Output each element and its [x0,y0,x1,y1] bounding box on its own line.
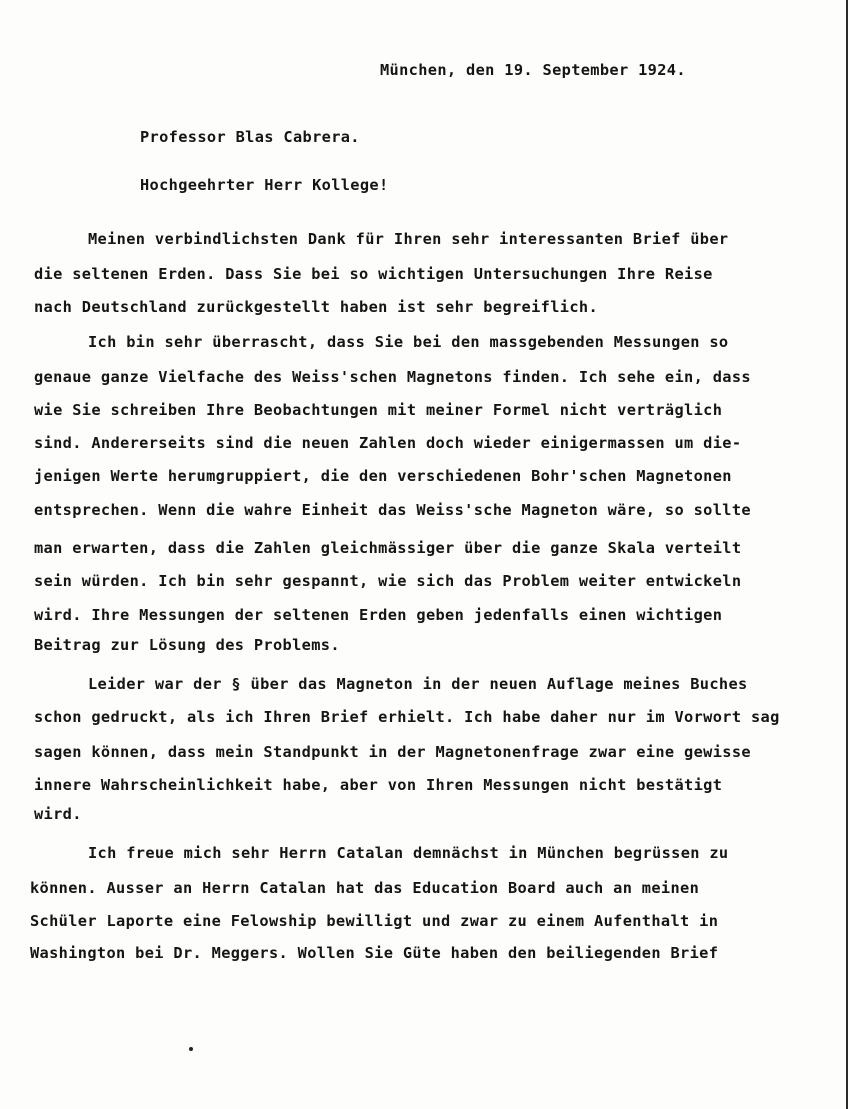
body-line: wird. [34,805,82,823]
body-line: entsprechen. Wenn die wahre Einheit das Weiss'sche Magneton wäre, so sollte [34,501,751,519]
body-line: Meinen verbindlichsten Dank für Ihren sehr interessanten Brief über [88,230,729,248]
body-line: schon gedruckt, als ich Ihren Brief erhielt. Ich habe daher nur im Vorwort sag [34,708,780,726]
body-line: sagen können, dass mein Standpunkt in der Magnetonenfrage zwar eine gewisse [34,743,751,761]
body-line: wird. Ihre Messungen der seltenen Erden geben jedenfalls einen wichtigen [34,606,723,624]
scan-edge [846,0,848,1109]
body-line: wie Sie schreiben Ihre Beobachtungen mit meiner Formel nicht verträglich [34,401,723,419]
body-line: Schüler Laporte eine Felowship bewilligt und zwar zu einem Aufenthalt in [30,912,719,930]
body-line: Beitrag zur Lösung des Problems. [34,636,340,654]
body-line: innere Wahrscheinlichkeit habe, aber von Ihren Messungen nicht bestätigt [34,776,723,794]
addressee: Professor Blas Cabrera. [140,128,360,146]
ink-dot [189,1047,193,1051]
date-line: München, den 19. September 1924. [380,61,686,79]
body-line: man erwarten, dass die Zahlen gleichmässiger über die ganze Skala verteilt [34,539,742,557]
salutation: Hochgeehrter Herr Kollege! [140,176,389,194]
body-line: Washington bei Dr. Meggers. Wollen Sie Güte haben den beiliegenden Brief [30,944,719,962]
body-line: können. Ausser an Herrn Catalan hat das Education Board auch an meinen [30,879,700,897]
body-line: Ich bin sehr überrascht, dass Sie bei den massgebenden Messungen so [88,333,729,351]
body-line: Leider war der § über das Magneton in der neuen Auflage meines Buches [88,675,748,693]
body-line: sind. Andererseits sind die neuen Zahlen doch wieder einigermassen um die- [34,434,742,452]
body-line: sein würden. Ich bin sehr gespannt, wie sich das Problem weiter entwickeln [34,572,742,590]
body-line: jenigen Werte herumgruppiert, die den verschiedenen Bohr'schen Magnetonen [34,467,732,485]
body-line: genaue ganze Vielfache des Weiss'schen Magnetons finden. Ich sehe ein, dass [34,368,751,386]
body-line: Ich freue mich sehr Herrn Catalan demnächst in München begrüssen zu [88,844,729,862]
body-line: nach Deutschland zurückgestellt haben ist sehr begreiflich. [34,298,599,316]
body-line: die seltenen Erden. Dass Sie bei so wichtigen Untersuchungen Ihre Reise [34,265,713,283]
